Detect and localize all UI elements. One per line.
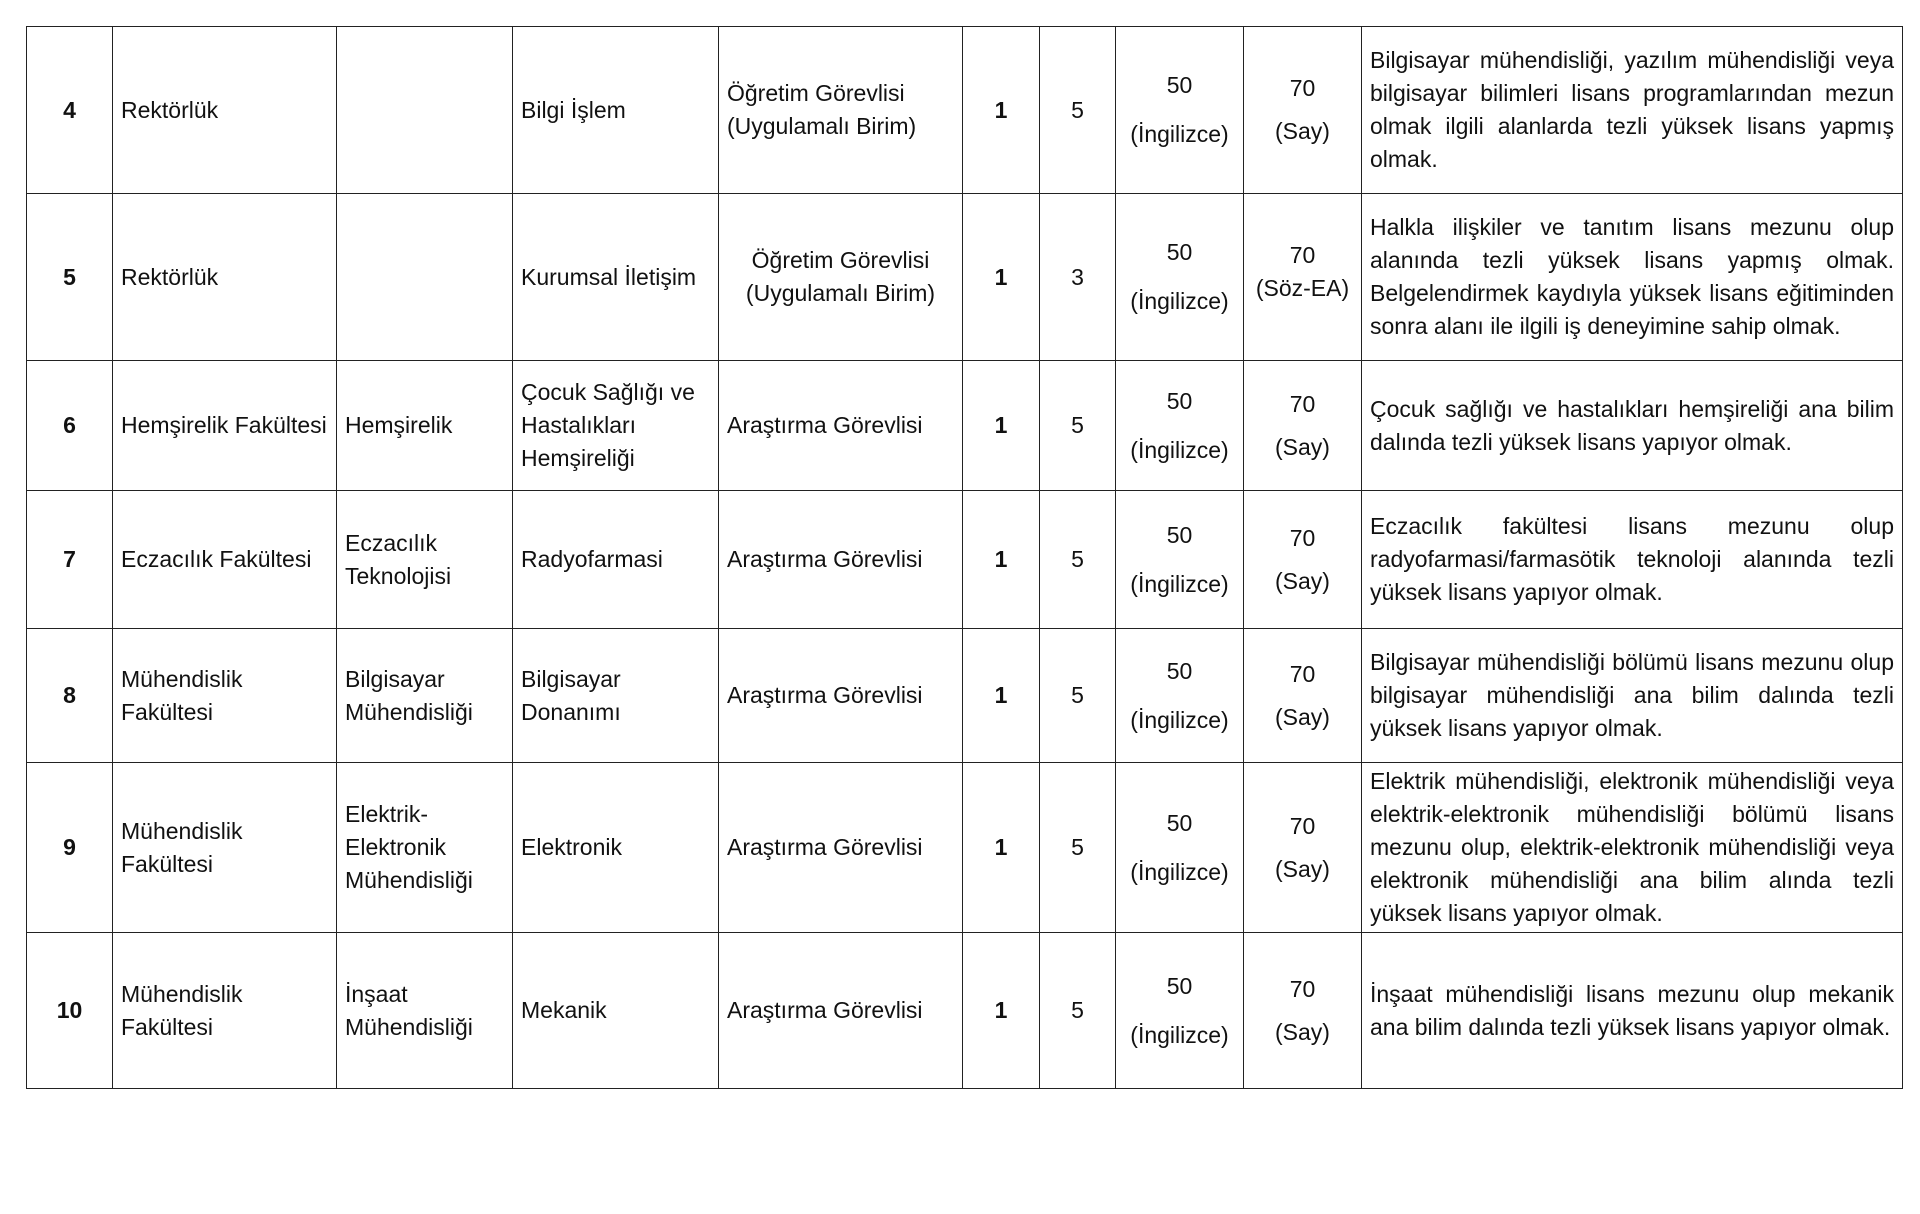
requirements-cell: Çocuk sağlığı ve hastalıkları hemşireliği ana bilim dalında tezli yüksek lisans yapıyor olmak. [1362, 361, 1903, 491]
position-table [26, 26, 1903, 1089]
language-score: 50 [1166, 72, 1193, 98]
table-row [27, 763, 1903, 933]
requirements-cell: Bilgisayar mühendisliği bölümü lisans mezunu olup bilgisayar mühendisliği ana bilim dalında tezli yüksek lisans yapıyor olmak. [1362, 629, 1903, 763]
field-cell: Mekanik [513, 933, 719, 1089]
table-row [27, 361, 1903, 491]
table-row [27, 194, 1903, 361]
unit-cell: Rektörlük [113, 27, 337, 194]
title-cell: Araştırma Görevlisi [719, 763, 963, 933]
requirements-cell: Bilgisayar mühendisliği, yazılım mühendisliği veya bilgisayar bilimleri lisans programlarından mezun olmak ilgili alanlarda tezli yüksek lisans yapmış olmak. [1362, 27, 1903, 194]
row-number: 10 [27, 933, 113, 1089]
count-cell: 1 [963, 763, 1040, 933]
language-name: (İngilizce) [1130, 858, 1229, 885]
rank-cell: 5 [1040, 491, 1116, 629]
count-cell: 1 [963, 27, 1040, 194]
language-score-cell [1116, 629, 1244, 763]
field-cell: Bilgisayar Donanımı [513, 629, 719, 763]
document-page [26, 26, 1903, 1089]
requirements-cell: Halkla ilişkiler ve tanıtım lisans mezunu olup alanında tezli yüksek lisans yapmış olmak. Belgelendirmek kaydıyla yüksek lisans eğitiminden sonra alanı ile ilgili iş deneyimine sahip olmak. [1362, 194, 1903, 361]
table-row [27, 629, 1903, 763]
language-score-cell [1116, 491, 1244, 629]
row-number: 7 [27, 491, 113, 629]
rank-cell: 5 [1040, 933, 1116, 1089]
ales-score-cell [1244, 27, 1362, 194]
count-cell: 1 [963, 491, 1040, 629]
language-score-cell [1116, 361, 1244, 491]
ales-score-cell [1244, 763, 1362, 933]
ales-type: (Say) [1275, 433, 1330, 460]
language-score-cell [1116, 933, 1244, 1089]
title-cell: Araştırma Görevlisi [719, 491, 963, 629]
department-cell [337, 194, 513, 361]
language-score: 50 [1166, 387, 1193, 414]
unit-cell: Hemşirelik Fakültesi [113, 361, 337, 491]
title-cell: Araştırma Görevlisi [719, 933, 963, 1089]
rank-cell: 5 [1040, 361, 1116, 491]
title-cell: Öğretim Görevlisi (Uygulamalı Birim) [719, 27, 963, 194]
department-cell: Hemşirelik [337, 361, 513, 491]
row-number: 9 [27, 763, 113, 933]
language-name: (İngilizce) [1130, 121, 1229, 147]
language-name: (İngilizce) [1130, 436, 1229, 463]
unit-cell: Eczacılık Fakültesi [113, 491, 337, 629]
ales-score: 70 [1289, 975, 1316, 1002]
ales-score: 70 [1289, 524, 1316, 551]
row-number: 8 [27, 629, 113, 763]
field-cell: Kurumsal İletişim [513, 194, 719, 361]
requirements-cell: Elektrik mühendisliği, elektronik mühendisliği veya elektrik-elektronik mühendisliği bölümü lisans mezunu olup, elektrik-elektronik mühendisliği veya elektronik mühendisliği ana bilim alında tezli yüksek lisans yapıyor olmak. [1362, 763, 1903, 933]
ales-score-cell [1244, 194, 1362, 361]
field-cell: Elektronik [513, 763, 719, 933]
ales-score-cell [1244, 629, 1362, 763]
field-cell: Radyofarmasi [513, 491, 719, 629]
language-score-cell [1116, 27, 1244, 194]
unit-cell: Mühendislik Fakültesi [113, 763, 337, 933]
row-number: 4 [27, 27, 113, 194]
language-score-cell [1116, 194, 1244, 361]
ales-type: (Söz-EA) [1255, 275, 1350, 301]
department-cell: Bilgisayar Mühendisliği [337, 629, 513, 763]
ales-score-cell [1244, 933, 1362, 1089]
count-cell: 1 [963, 194, 1040, 361]
field-cell: Bilgi İşlem [513, 27, 719, 194]
title-cell: Araştırma Görevlisi [719, 629, 963, 763]
ales-score: 70 [1289, 242, 1316, 268]
row-number: 5 [27, 194, 113, 361]
rank-cell: 5 [1040, 27, 1116, 194]
ales-type: (Say) [1275, 703, 1330, 730]
count-cell: 1 [963, 933, 1040, 1089]
language-name: (İngilizce) [1130, 570, 1229, 597]
rank-cell: 5 [1040, 629, 1116, 763]
rank-cell: 3 [1040, 194, 1116, 361]
ales-score: 70 [1289, 75, 1316, 101]
ales-type: (Say) [1275, 118, 1330, 144]
requirements-cell: Eczacılık fakültesi lisans mezunu olup radyofarmasi/farmasötik teknoloji alanında tezli yüksek lisans yapıyor olmak. [1362, 491, 1903, 629]
row-number: 6 [27, 361, 113, 491]
title-cell: Öğretim Görevlisi (Uygulamalı Birim) [719, 194, 963, 361]
unit-cell: Mühendislik Fakültesi [113, 629, 337, 763]
department-cell: Elektrik- Elektronik Mühendisliği [337, 763, 513, 933]
language-name: (İngilizce) [1130, 288, 1229, 314]
unit-cell: Rektörlük [113, 194, 337, 361]
department-cell: Eczacılık Teknolojisi [337, 491, 513, 629]
field-cell: Çocuk Sağlığı ve Hastalıkları Hemşireliği [513, 361, 719, 491]
ales-type: (Say) [1275, 567, 1330, 594]
rank-cell: 5 [1040, 763, 1116, 933]
language-score: 50 [1166, 521, 1193, 548]
ales-score-cell [1244, 361, 1362, 491]
department-cell: İnşaat Mühendisliği [337, 933, 513, 1089]
table-row [27, 491, 1903, 629]
ales-type: (Say) [1275, 1018, 1330, 1045]
count-cell: 1 [963, 629, 1040, 763]
language-score-cell [1116, 763, 1244, 933]
language-score: 50 [1166, 972, 1193, 999]
ales-type: (Say) [1275, 855, 1330, 882]
department-cell [337, 27, 513, 194]
ales-score: 70 [1289, 812, 1316, 839]
unit-cell: Mühendislik Fakültesi [113, 933, 337, 1089]
language-name: (İngilizce) [1130, 706, 1229, 733]
language-score: 50 [1166, 657, 1193, 684]
table-row [27, 933, 1903, 1089]
table-row [27, 27, 1903, 194]
title-cell: Araştırma Görevlisi [719, 361, 963, 491]
count-cell: 1 [963, 361, 1040, 491]
ales-score: 70 [1289, 660, 1316, 687]
requirements-cell: İnşaat mühendisliği lisans mezunu olup mekanik ana bilim dalında tezli yüksek lisans yapıyor olmak. [1362, 933, 1903, 1089]
ales-score-cell [1244, 491, 1362, 629]
language-name: (İngilizce) [1130, 1021, 1229, 1048]
language-score: 50 [1166, 239, 1193, 265]
language-score: 50 [1166, 809, 1193, 836]
ales-score: 70 [1289, 390, 1316, 417]
